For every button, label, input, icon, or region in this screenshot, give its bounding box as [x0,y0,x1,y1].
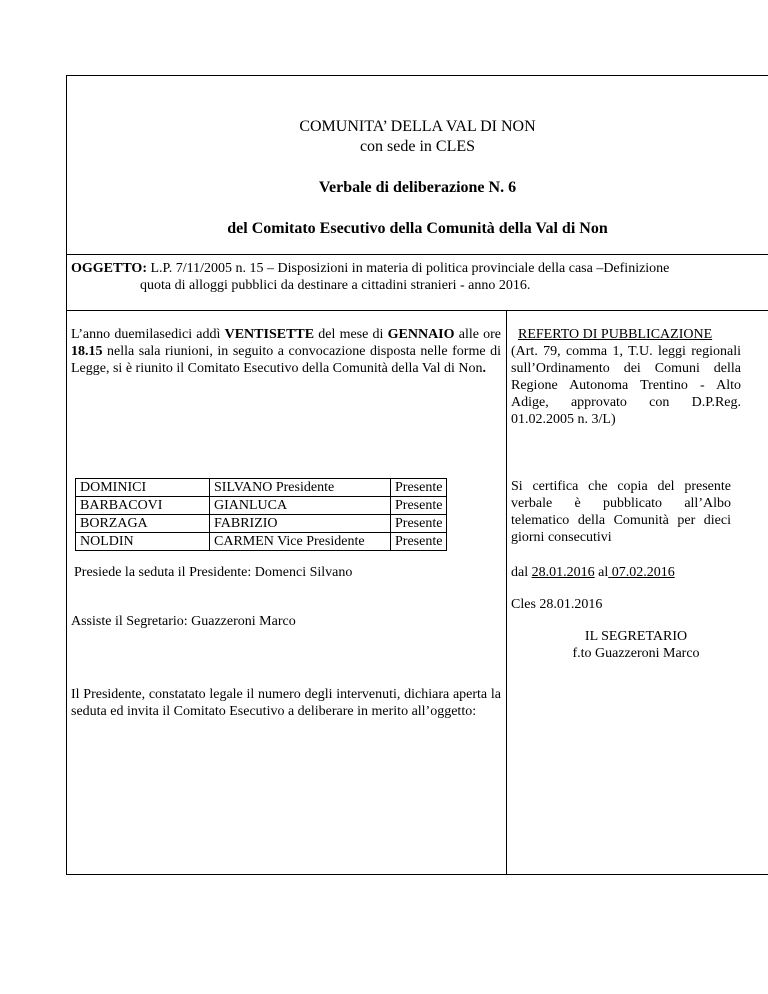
member-surname: BORZAGA [76,515,210,533]
al-label: al [598,565,609,580]
intro-text-b: del mese di [314,327,388,342]
table-row [76,533,447,551]
certification-text: Si certifica che copia del presente verbale è pubblicato all’Albo telematico della Comunità per dieci giorni consecutivi [511,479,731,545]
intro-text-d: nella sala riunioni, in seguito a convocazione disposta nelle forme di Legge, si è riunito il Comitato Esecutivo della Comunità della Val di Non [71,344,501,376]
place-date: Cles 28.01.2016 [511,597,603,612]
member-status: Presente [391,479,447,497]
intro-text-a: L’anno duemilasedici addì [71,327,225,342]
intro-day: VENTISETTE [224,327,315,342]
table-row [76,479,447,497]
member-name-role: FABRIZIO [210,515,391,533]
divider-header [66,254,768,255]
intro-month: GENNAIO [387,327,455,342]
org-name: COMUNITA’ DELLA VAL DI NON [299,118,536,135]
presiding-text: Presiede la seduta il Presidente: Domenci Silvano [74,565,353,580]
dal-label: dal [511,565,529,580]
referto-title: REFERTO DI PUBBLICAZIONE [518,327,713,342]
member-surname: DOMINICI [76,479,210,497]
signer-title: IL SEGRETARIO [584,629,688,644]
publication-period [511,564,675,581]
member-name-role: SILVANO Presidente [210,479,391,497]
date-from: 28.01.2016 [531,565,595,580]
seat: con sede in CLES [359,138,476,155]
referto-body: (Art. 79, comma 1, T.U. leggi regionali sull’Ordinamento dei Comuni della Regione Autonoma Trentino - Alto Adige, approvato con D.P.Reg. 01.02.2005 n. 3/L) [511,344,741,427]
page-subtitle: del Comitato Esecutivo della Comunità della Val di Non [227,220,608,237]
signer-name: f.to Guazzeroni Marco [572,646,700,661]
closing-paragraph: Il Presidente, constatato legale il numero degli intervenuti, dichiara aperta la seduta ed invita il Comitato Esecutivo a deliberare in merito all’oggetto: [71,687,501,719]
date-to [608,565,675,580]
member-surname: NOLDIN [76,533,210,551]
member-surname: BARBACOVI [76,497,210,515]
secretary-assist-text: Assiste il Segretario: Guazzeroni Marco [71,614,296,629]
subject-line-1 [71,260,669,277]
date-to-value: 07.02.2016 [611,565,675,580]
column-divider [506,310,507,875]
table-row [76,497,447,515]
member-status: Presente [391,497,447,515]
table-row [76,515,447,533]
intro-paragraph [71,326,501,377]
subject-label: OGGETTO: [71,261,147,276]
member-status: Presente [391,533,447,551]
divider-subject [66,310,768,311]
page-title: Verbale di deliberazione N. 6 [318,179,517,196]
subject-line-2: quota di alloggi pubblici da destinare a cittadini stranieri - anno 2016. [140,278,531,293]
member-name-role: CARMEN Vice Presidente [210,533,391,551]
subject-text-1: L.P. 7/11/2005 n. 15 – Disposizioni in materia di politica provinciale della casa –Definizione [150,261,670,276]
intro-end: . [482,361,487,376]
member-name-role: GIANLUCA [210,497,391,515]
intro-time: 18.15 [71,344,103,359]
members-table [75,478,447,551]
member-status: Presente [391,515,447,533]
intro-text-c: alle ore [454,327,502,342]
